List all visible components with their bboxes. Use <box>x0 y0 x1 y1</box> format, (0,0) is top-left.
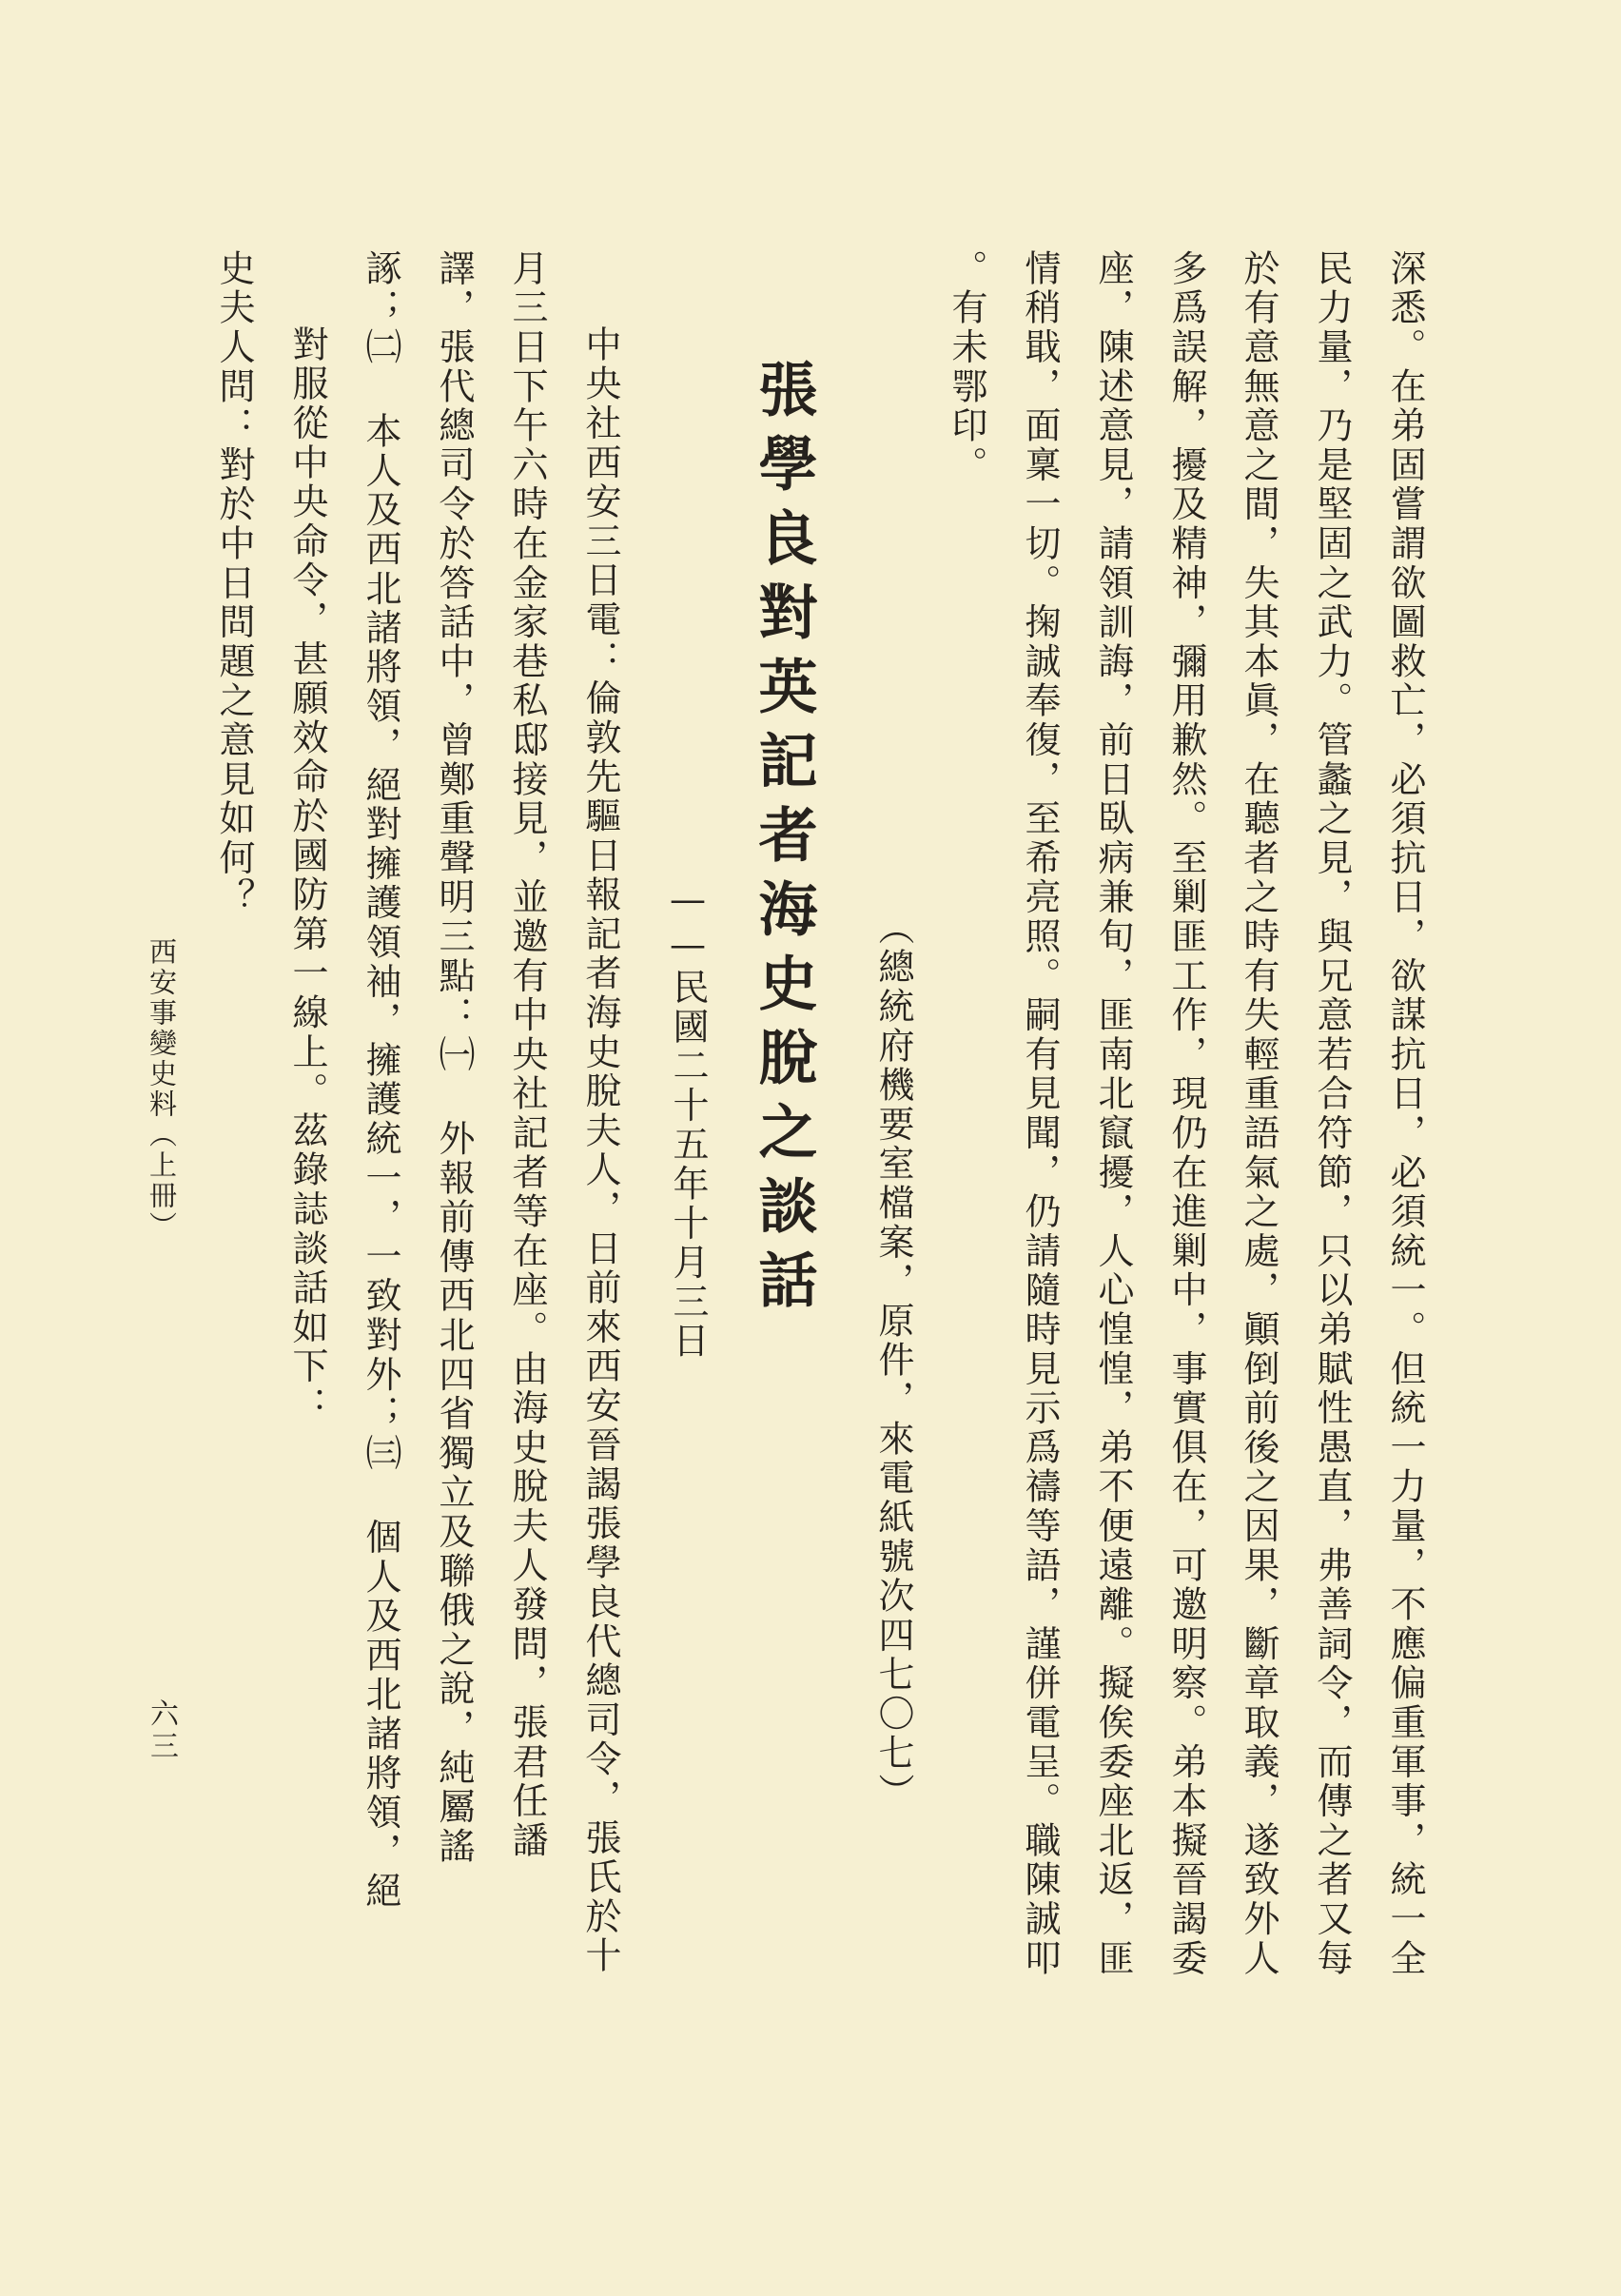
source-note: （總統府機要室檔案，原件，來電紙號次四七〇七） <box>872 909 914 1813</box>
letter-line-1: 深悉。在弟固嘗謂欲圖救亡，必須抗日，欲謀抗日，必須統一。但統一力量，不應偏重軍事，統一全 <box>1384 249 1426 1979</box>
article-title: 張學良對英記者海史脫之談話 <box>749 359 818 1324</box>
article-question: 史夫人問：對於中日問題之意見如何？ <box>213 249 255 918</box>
article-body-line-2: 月三日下午六時在金家巷私邸接見，並邀有中央社記者等在座。由海史脫夫人發問，張君任譒 <box>506 249 548 1861</box>
article-body-line-3: 譯，張代總司令於答話中，曾鄭重聲明三點：㈠ 外報前傳西北四省獨立及聯俄之說，純屬謠 <box>433 249 475 1867</box>
article-body-line-5: 對服從中央命令，甚願效命於國防第一線上。茲錄誌談話如下： <box>286 325 328 1426</box>
letter-line-3: 於有意無意之間，失其本眞，在聽者之時有失輕重語氣之處，顚倒前後之因果，斷章取義，遂致外人 <box>1238 249 1279 1979</box>
article-date: ——民國二十五年十月三日 <box>667 878 709 1362</box>
article-body-line-4: 諑；㈡ 本人及西北諸將領，絕對擁護領袖，擁護統一，一致對外；㈢ 個人及西北諸將領，絕 <box>360 249 401 1912</box>
letter-line-7: 。有未鄂印。 <box>946 249 987 485</box>
article-body-line-1: 中央社西安三日電：倫敦先驅日報記者海史脫夫人，日前來西安晉謁張學良代總司令，張氏於十 <box>579 325 621 1976</box>
letter-line-5: 座，陳述意見，請領訓誨，前日臥病兼旬，匪南北竄擾，人心惶惶，弟不便遠離。擬俟委座北返，匪 <box>1092 249 1134 1979</box>
book-title-footer: 西安事變史料（上冊） <box>146 937 178 1242</box>
letter-line-4: 多爲誤解，擾及精神，彌用歉然。至剿匪工作，現仍在進剿中，事實俱在，可邀明察。弟本擬晉謁委 <box>1165 249 1207 1979</box>
page-number: 六三 <box>145 1698 178 1763</box>
letter-line-2: 民力量，乃是堅固之武力。管蠡之見，與兄意若合符節，只以弟賦性愚直，弗善詞令，而傳之者又每 <box>1311 249 1353 1979</box>
letter-line-6: 情稍戢，面稟一切。掬誠奉復，至希亮照。嗣有見聞，仍請隨時見示爲禱等語，謹併電呈。職陳誠叩 <box>1019 249 1061 1979</box>
